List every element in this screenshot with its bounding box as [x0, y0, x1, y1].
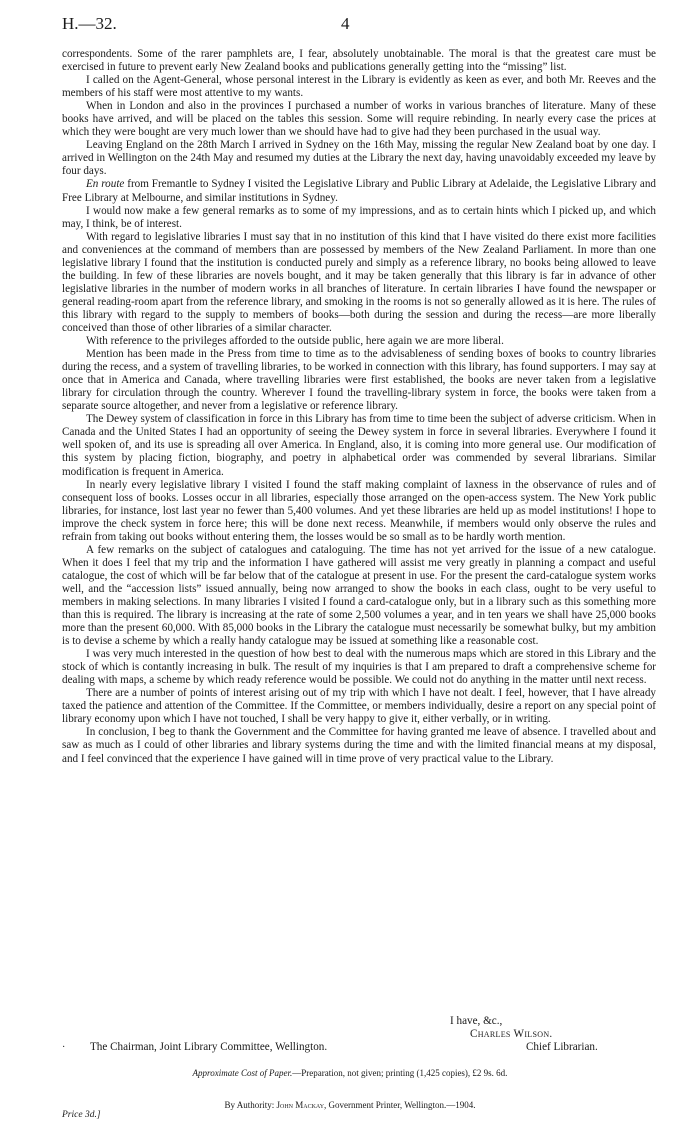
closing-line: I have, &c., [450, 1015, 503, 1027]
document-reference: H.—32. [62, 14, 117, 33]
paragraph: I called on the Agent-General, whose personal interest in the Library is evidently as keen as ever, and both Mr. Reeves and the members of his staff were most attentive to my wants. [62, 74, 656, 100]
paragraph: With reference to the privileges afforded to the outside public, here again we are more liberal. [86, 335, 504, 348]
paragraph: I was very much interested in the question of how best to deal with the numerous maps which are stored in this Library and the stock of which is contantly increasing in bulk. The result of my inquiries is that I am prepared to draft a comprehensive scheme for dealing with maps, a scheme by which ready reference would be possible. We could not do anything in the matter until next recess. [62, 648, 656, 687]
authority-suffix: Government Printer, Wellington.—1904. [328, 1100, 476, 1110]
paragraph: In nearly every legislative library I visited I found the staff making complaint of laxness in the observance of rules and of consequent loss of books. Losses occur in all libraries, especially those arranged on the open-access system. The New York public libraries, for instance, lost last year no fewer than 5,400 volumes. And yet these libraries are held up as model institutions! I hope to improve the check system in force here; this will be done next recess. Meanwhile, if members would only observe the rules and refrain from taking out books without entering them, the losses would be so small as to be hardly worth mention. [62, 478, 656, 543]
report-body [62, 48, 656, 766]
signatory-name: Charles Wilson. [470, 1028, 553, 1041]
paragraph: Leaving England on the 28th March I arrived in Sydney on the 16th May, missing the regular New Zealand boat by one day. I arrived in Wellington on the 24th May and resumed my duties at the Library the next day, having unavoidably exceeded my leave by four days. [62, 139, 656, 178]
paragraph: The Dewey system of classification in force in this Library has from time to time been the subject of adverse criticism. When in Canada and the United States I had an opportunity of seeing the Dewey system in force in several libraries. Everywhere I found it well spoken of, and its use is spreading all over America. In England, also, it is coming into more general use. Our modification of this system by placing fiction, biography, and poetry in alphabetical order was commended by several librarians. Similar modification is frequent in America. [62, 413, 656, 478]
paragraph: In conclusion, I beg to thank the Government and the Committee for having granted me leave of absence. I travelled about and saw as much as I could of other libraries and library systems during the time and with the limited financial means at my disposal, and I feel convinced that the experience I have gained will in time prove of very practical value to the Library. [62, 726, 656, 765]
paragraph: correspondents. Some of the rarer pamphlets are, I fear, absolutely unobtainable. The moral is that the greatest care must be exercised in future to prevent early New Zealand books and publications generally getting into the “missing” list. [62, 48, 656, 74]
signoff-block [62, 1015, 656, 1054]
paragraph: Mention has been made in the Press from time to time as to the advisableness of sending boxes of books to country libraries during the recess, and a system of travelling libraries, to be worked in connection with this library, has found supporters. I may say at once that in America and Canada, where travelling libraries were first established, the books are never taken from a legislative library for circulation through the country. Wherever I found the travelling-library system in force, the books were taken from a separate source altogether, and never from a legislative or reference library. [62, 348, 656, 413]
paragraph: There are a number of points of interest arising out of my trip with which I have not dealt. I feel, however, that I have already taxed the patience and attention of the Committee. If the Committee, or members individually, desire a report on any special point of library economy upon which I have not touched, I shall be very happy to give it, either verbally, or in writing. [62, 687, 656, 726]
dash-mark: · [62, 1042, 66, 1054]
page-number: 4 [341, 14, 350, 33]
price-note: Price 3d.] [62, 1110, 101, 1120]
paragraph: When in London and also in the provinces I purchased a number of works in various branches of literature. Many of these books have arrived, and will be placed on the tables this session. Some will require rebinding. In nearly every case the prices at which they were bought are very much lower than we should have had to give had they been purchased in the usual way. [62, 100, 656, 139]
signatory-title: Chief Librarian. [526, 1041, 598, 1054]
paragraph: I would now make a few general remarks as to some of my impressions, and as to certain hints which I picked up, and which may, I think, be of interest. [62, 204, 656, 230]
paragraph: A few remarks on the subject of catalogues and cataloguing. The time has not yet arrived for the issue of a new catalogue. When it does I feel that my trip and the information I have gathered will assist me very greatly in planning a compact and useful catalogue, the cost of which will be far below that of the catalogue at present in use. For the present the card-catalogue system works well, and the “accession lists” issued annually, being now arranged to show the books in each class, ought to be very useful to members in making selections. In many libraries I visited I found a card-catalogue only, but in a library such as this something more than this is required. The library is increasing at the rate of some 2,500 volumes a year, and in ten years we shall have 25,000 books more than the present 60,000. With 85,000 books in the Library the catalogue must necessarily be somewhat bulky, but my ambition is to devise a scheme by which a really handy catalogue may be issued at something like a reasonable cost. [62, 543, 656, 648]
paragraph: With regard to legislative libraries I must say that in no institution of this kind that I have visited do there exist more facilities and conveniences at the command of members than are possessed by members of the New Zealand Parliament. In more than one legislative library I found that the institution is conducted purely and simply as a reference library, no books being allowed to leave the building. In few of these libraries are novels bought, and it may be taken generally that this library is far in advance of other legislative libraries in the number of modern works in all branches of literature. In certain libraries I have found the newspaper or general reading-room apart from the reference library, and smoking in the rooms is not so generally allowed as it is here. The rules of this library with regard to the supply to members of books—both during the session and during the recess—are more liberally conceived than those of other libraries of a similar character. [62, 230, 656, 334]
authority-prefix: By Authority: [224, 1100, 275, 1110]
cost-text: —Preparation, not given; printing (1,425 copies), £2 9s. 6d. [292, 1068, 508, 1078]
cost-note [0, 1068, 700, 1078]
addressee: The Chairman, Joint Library Committee, Wellington. [90, 1041, 328, 1054]
en-route-italic: En route [86, 178, 125, 191]
cost-label: Approximate Cost of Paper. [192, 1068, 293, 1078]
printer-imprint [0, 1100, 700, 1110]
paragraph: En route from Fremantle to Sydney I visited the Legislative Library and Public Library at Adelaide, the Legislative Library and Free Library at Melbourne, and similar institutions in Sydney. [62, 178, 656, 204]
page-header [62, 14, 650, 38]
printer-name: John Mackay, [276, 1100, 327, 1110]
